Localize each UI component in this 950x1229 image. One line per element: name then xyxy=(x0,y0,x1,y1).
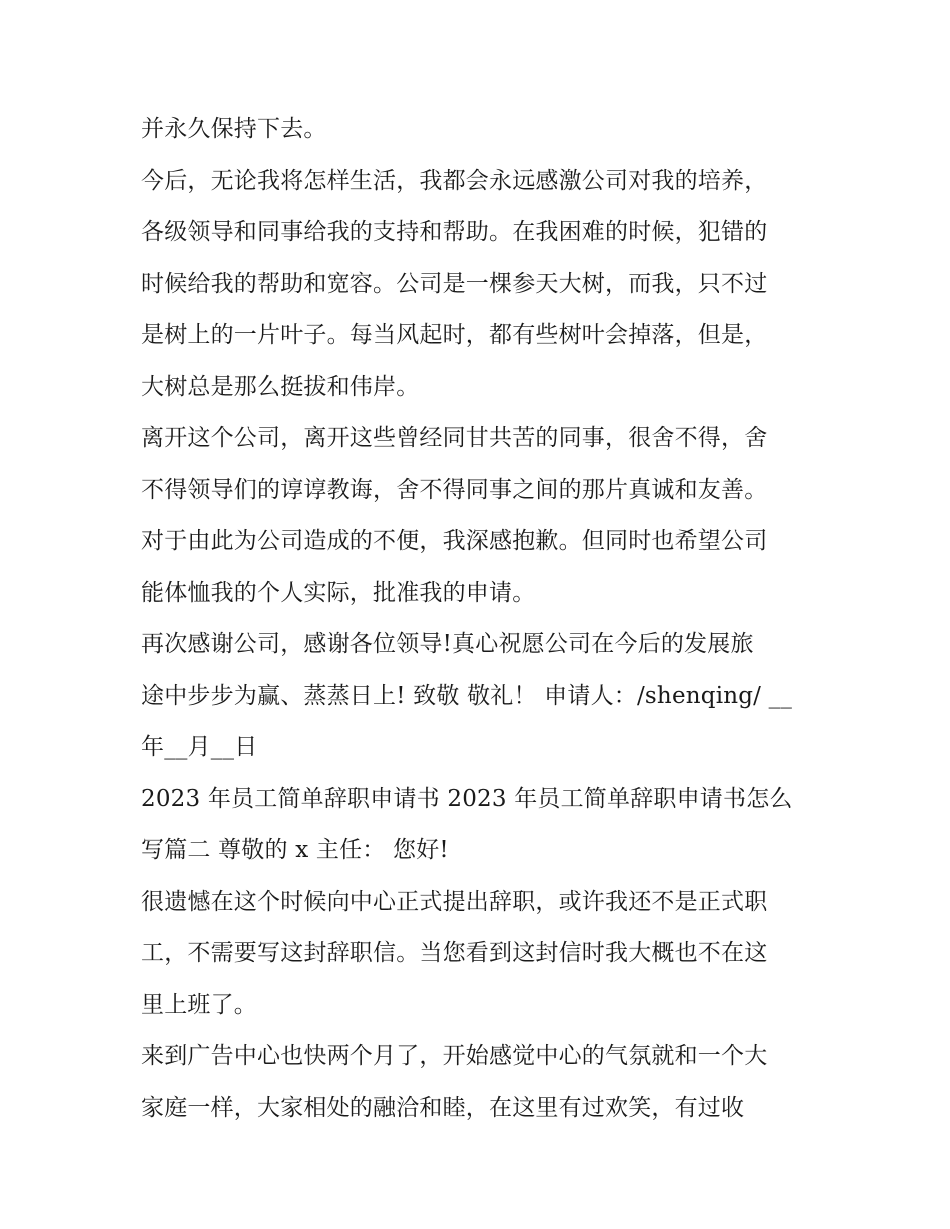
text-line: 2023 年员工简单辞职申请书 2023 年员工简单辞职申请书怎么 xyxy=(141,785,793,812)
document-body xyxy=(141,104,821,1134)
text-line: 写篇二 尊敬的 x 主任： 您好! xyxy=(141,837,449,863)
text-line: 今后，无论我将怎样生活，我都会永远感激公司对我的培养， xyxy=(141,167,768,194)
text-line: 家庭一样，大家相处的融洽和睦，在这里有过欢笑，有过收 xyxy=(141,1094,745,1121)
text-line: 时候给我的帮助和宽容。公司是一棵参天大树，而我，只不过 xyxy=(141,270,768,297)
text-line: 里上班了。 xyxy=(141,991,257,1018)
text-line: 能体恤我的个人实际，批准我的申请。 xyxy=(141,579,536,606)
text-line: 对于由此为公司造成的不便，我深感抱歉。但同时也希望公司 xyxy=(141,528,768,554)
text-line: 不得领导们的谆谆教诲，舍不得同事之间的那片真诚和友善。 xyxy=(141,476,768,503)
text-line: 并永久保持下去。 xyxy=(141,116,327,142)
text-line: 年__月__日 xyxy=(141,734,258,760)
text-line: 各级领导和同事给我的支持和帮助。在我困难的时候，犯错的 xyxy=(141,219,768,245)
text-line: 工，不需要写这封辞职信。当您看到这封信时我大概也不在这 xyxy=(141,940,768,966)
text-line: 很遗憾在这个时候向中心正式提出辞职，或许我还不是正式职 xyxy=(141,888,768,915)
text-line: 来到广告中心也快两个月了，开始感觉中心的气氛就和一个大 xyxy=(141,1043,768,1069)
text-line: 大树总是那么挺拔和伟岸。 xyxy=(141,373,420,400)
text-line: 离开这个公司，离开这些曾经同甘共苦的同事，很舍不得，舍 xyxy=(141,425,768,451)
text-line: 途中步步为赢、蒸蒸日上! 致敬 敬礼！ 申请人：/shenqing/ __ xyxy=(141,682,793,709)
text-line: 是树上的一片叶子。每当风起时，都有些树叶会掉落，但是， xyxy=(141,322,768,348)
text-line: 再次感谢公司，感谢各位领导!真心祝愿公司在今后的发展旅 xyxy=(141,631,754,657)
